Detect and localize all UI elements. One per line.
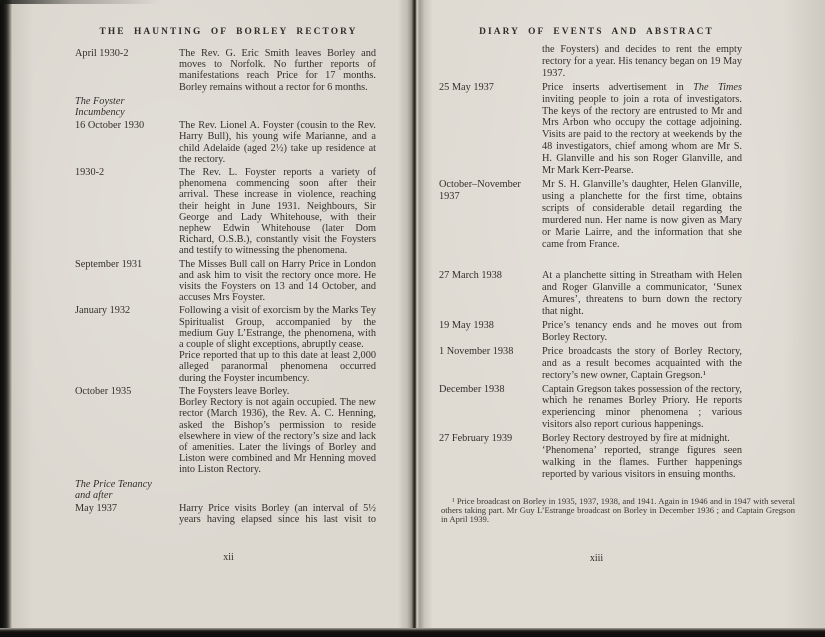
entry-body (179, 386, 376, 476)
entry-paragraph: ‘Phenomena’ reported, strange figures seen walking in the flames. Further happenings reported by various visitors in ensuing months. (542, 445, 742, 480)
entry-date: 25 May 1937 (439, 81, 494, 93)
entry-date: 27 February 1939 (439, 433, 513, 445)
diary-entry (75, 503, 382, 525)
section-heading-line: The Foyster (75, 95, 125, 107)
left-page-entries (75, 48, 382, 525)
left-page (10, 0, 404, 630)
diary-entry (75, 305, 382, 383)
entry-date: 1 November 1938 (439, 345, 514, 357)
diary-entry (439, 433, 754, 481)
entry-date: 1930-2 (75, 167, 105, 179)
section-heading (75, 479, 382, 501)
entry-paragraph: Following a visit of exorcism by the Marks Tey Spiritualist Group, accompanied by the medium Guy L’Estrange, the phenomena, with a couple of slight exceptions, abruptly cease. (179, 305, 376, 351)
entry-paragraph: Borley Rectory is not again occupied. The new rector (March 1936), the Rev. A. C. Henning, asked the Bishop’s permission to reside elsewhere in view of the rectory’s size and lack of amenities. Later the livings of Borley and Liston were combined and Mr Henning moved into Liston Rectory. (179, 397, 376, 476)
entry-paragraph: The Rev. L. Foyster reports a variety of phenomena commencing soon after their arrival. These increase in violence, reaching their height in June 1931. Neighbours, Sir George and Lady Whitehouse, with their nephew Edwin Whitehouse (later Dom Richard, O.S.B.), constantly visit the Foysters and testify to witnessing the phenomena. (179, 167, 376, 257)
entry-paragraph: The Foysters leave Borley. (179, 385, 290, 397)
entry-body (542, 320, 742, 344)
footnote: ¹ Price broadcast on Borley in 1935, 1937, 1938, and 1941. Again in 1946 and in 1947 with several others taking part. Mr Guy L’Estrange broadcast on Borley in December 1936 ; and Captain Gregson in April 1939. (441, 495, 795, 525)
entry-paragraph: Price reported that up to this date at least 2,000 alleged paranormal phenomena occurred during the Foyster incumbency. (179, 350, 376, 384)
entry-paragraph: The Rev. G. Eric Smith leaves Borley and moves to Norfolk. No further reports of manifestations reach Price for 17 months. Borley remains without a rector for 6 months. (179, 48, 376, 93)
right-page-entries (439, 44, 754, 481)
entry-date: April 1930-2 (75, 48, 129, 59)
right-page-number: xiii (589, 553, 604, 564)
entry-paragraph: Borley Rectory destroyed by fire at midnight. (542, 433, 730, 445)
entry-paragraph: Price’s tenancy ends and he moves out from Borley Rectory. (542, 320, 742, 343)
entry-paragraph: The Rev. Lionel A. Foyster (cousin to the Rev. Harry Bull), his young wife Marianne, and a child Adelaide (aged 2½) take up residence at the rectory. (179, 120, 376, 165)
entry-date: 19 May 1938 (439, 320, 494, 332)
entry-body (542, 384, 742, 432)
entry-body (179, 48, 376, 93)
entry-date: October–November 1937 (439, 178, 521, 202)
section-heading (75, 96, 382, 118)
entry-paragraph: At a planchette sitting in Streatham with Helen and Roger Glanville a communicator, ‘Sunex Amures’, threatens to burn down the rectory that night. (542, 270, 742, 318)
entry-body (542, 433, 742, 481)
diary-entry (439, 320, 754, 344)
entry-paragraph: Harry Price visits Borley (an interval of 5½ years having elapsed since his last visit to (179, 502, 376, 526)
diary-entry (439, 270, 754, 318)
entry-date: 27 March 1938 (439, 270, 502, 282)
entry-paragraph: Price broadcasts the story of Borley Rectory, and as a result becomes acquainted with the rectory’s new owner, Captain Gregson.¹ (542, 345, 742, 381)
entry-paragraph: Captain Gregson takes possession of the rectory, which he renames Borley Priory. He reports experiencing minor phenomena ; various visitors also report curious happenings. (542, 383, 742, 431)
diary-entry (439, 384, 754, 432)
entry-body (179, 305, 376, 383)
entry-body (542, 44, 742, 80)
scan-bottom-edge (0, 628, 825, 637)
entry-date: October 1935 (75, 385, 132, 397)
diary-entry (75, 48, 382, 93)
entry-date: May 1937 (75, 502, 118, 514)
diary-entry (75, 167, 382, 257)
left-running-head: THE HAUNTING OF BORLEY RECTORY (99, 27, 358, 37)
entry-paragraph: Mr S. H. Glanville’s daughter, Helen Glanville, using a planchette for the first time, obtains scripts of considerable detail regarding the murdered nun. Her name is now given as Mary or Marie Lairre, and the information that she came from France. (542, 178, 742, 250)
diary-entry (439, 346, 754, 382)
right-page (404, 0, 825, 632)
entry-date: 16 October 1930 (75, 120, 145, 132)
section-heading-line: The Price Tenancy (75, 478, 152, 490)
entry-body (542, 82, 742, 177)
entry-body (179, 503, 376, 525)
entry-paragraph: The Misses Bull call on Harry Price in London and ask him to visit the rectory once more. He visits the Foysters on 13 and 14 October, and accuses Mrs Foyster. (179, 258, 376, 304)
diary-entry (75, 386, 382, 476)
entry-body (542, 270, 742, 318)
entry-body (179, 167, 376, 257)
diary-entry (439, 82, 754, 177)
diary-entry (439, 44, 754, 80)
section-heading-line: Incumbency (75, 107, 125, 119)
diary-entry (439, 179, 754, 250)
book-gutter (398, 0, 432, 632)
entry-body (542, 179, 742, 250)
entry-paragraph: Price inserts advertisement in The Times inviting people to join a rota of investigators. The keys of the rectory are entrusted to Mr and Mrs Arbon who occupy the cottage adjoining. Visits are paid to the rectory at weekends by the 48 investigators, chief among whom are Mr S. H. Glanville and his son Roger Glanville, and Mr Mark Kerr-Pearse. (542, 81, 742, 177)
right-running-head: DIARY OF EVENTS AND ABSTRACT (479, 27, 714, 37)
diary-entry (75, 120, 382, 165)
entry-paragraph: the Foysters) and decides to rent the empty rectory for a year. His tenancy began on 19 May 1937. (542, 44, 742, 79)
section-heading-line: and after (75, 489, 113, 501)
entry-date: September 1931 (75, 258, 143, 270)
entry-date: December 1938 (439, 383, 505, 395)
book-left-page-edges (0, 0, 13, 631)
left-page-number: xii (223, 552, 234, 563)
scan-top-shadow (0, 0, 160, 4)
entry-date: January 1932 (75, 305, 131, 317)
entry-body (179, 120, 376, 165)
entry-body (542, 346, 742, 382)
entry-body (179, 259, 376, 304)
diary-entry (75, 259, 382, 304)
